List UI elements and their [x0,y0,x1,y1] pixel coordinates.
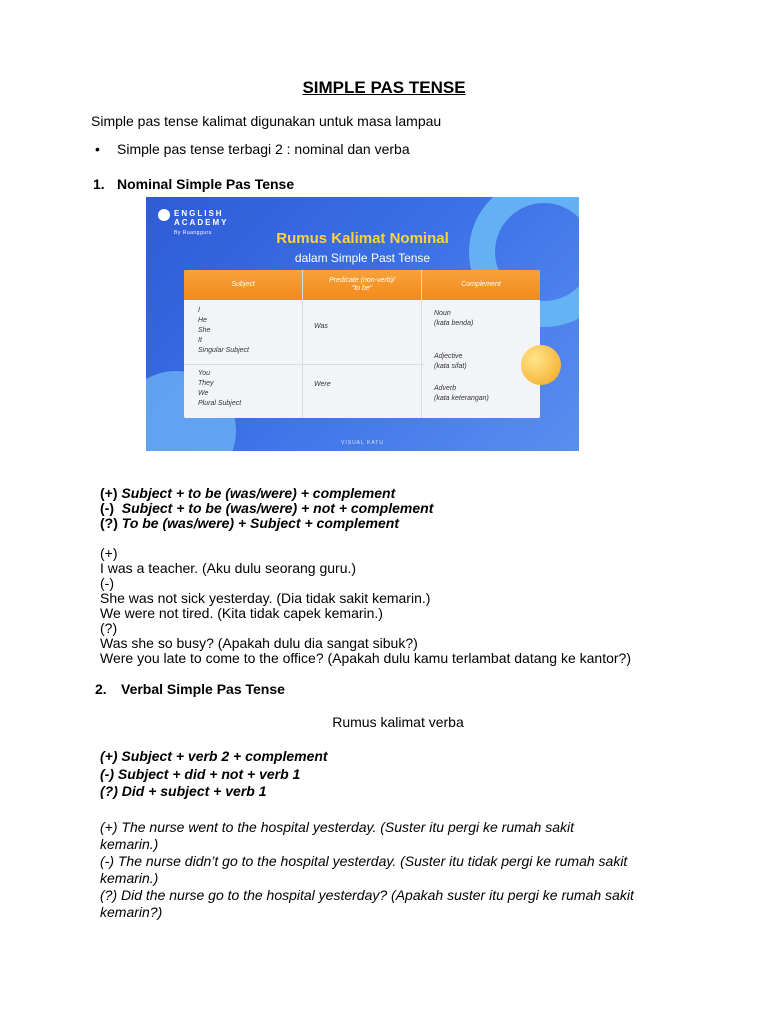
cell-subject-plural: You They We Plural Subject [198,370,242,407]
verbal-example-neg-line1: (-) The nurse didn’t go to the hospital yesterday. (Suster itu tidak pergi ke rumah sakit [100,853,628,869]
intro-text: Simple pas tense kalimat digunakan untuk masa lampau [91,113,442,129]
example-neg-sign: (-) [100,575,114,591]
table-divider [302,270,303,418]
verbal-formula-negative: (-) Subject + did + not + verb 1 [100,766,301,782]
example-q-2: Were you late to come to the office? (Apakah dulu kamu terlambat datang ke kantor?) [100,650,632,666]
example-q-sign: (?) [100,620,118,636]
table-header-complement: Complement [422,270,540,300]
banner-title: Rumus Kalimat Nominal [276,230,449,247]
banner-subtitle: dalam Simple Past Tense [294,251,431,265]
cell-pred-was: Was [314,323,328,330]
logo-mark-icon [158,209,170,221]
example-neg-2: We were not tired. (Kita tidak capek kemarin.) [100,605,383,621]
table-divider [421,270,422,418]
nominal-formula-positive: (+) Subject + to be (was/were) + complement [100,485,396,501]
cell-comp-noun: Noun (kata benda) [434,310,474,327]
verbal-formula-question: (?) Did + subject + verb 1 [100,783,267,799]
table-header-subject: Subject [184,270,302,300]
verbal-center-heading: Rumus kalimat verba [332,714,464,730]
cell-pred-were: Were [314,381,331,388]
section1-number: 1. [93,176,105,192]
bullet-icon: • [95,141,100,157]
cell-comp-adjective: Adjective (kata sifat) [434,353,467,370]
cell-subject-singular: I He She It Singular Subject [198,307,249,354]
verbal-formula-positive: (+) Subject + verb 2 + complement [100,748,328,764]
brand-by: By Ruangguru [174,230,212,236]
verbal-example-q-line2: kemarin?) [100,904,163,920]
table-divider [184,364,424,365]
example-q-1: Was she so busy? (Apakah dulu dia sangat sibuk?) [100,635,418,651]
nominal-formula-banner [146,197,579,451]
section2-number: 2. [95,681,107,697]
page-title: SIMPLE PAS TENSE [302,78,466,97]
verbal-example-pos-line2: kemarin.) [100,836,159,852]
verbal-example-pos-line1: (+) The nurse went to the hospital yesterday. (Suster itu pergi ke rumah sakit [100,819,575,835]
formula-table [184,270,540,418]
example-pos-sign: (+) [100,545,118,561]
verbal-example-neg-line2: kemarin.) [100,870,159,886]
section1-heading: Nominal Simple Pas Tense [117,176,295,192]
table-header-predicate: Predicate (non-verb)/ "to be" [303,270,421,300]
bullet-text: Simple pas tense terbagi 2 : nominal dan verba [117,141,410,157]
decor-ball [521,345,561,385]
nominal-formula-negative: (-) Subject + to be (was/were) + not + complement [100,500,434,516]
verbal-example-q-line1: (?) Did the nurse go to the hospital yesterday? (Apakah suster itu pergi ke rumah sakit [100,887,634,903]
nominal-formula-question: (?) To be (was/were) + Subject + complement [100,515,400,531]
section2-heading: Verbal Simple Pas Tense [121,681,285,697]
cell-comp-adverb: Adverb (kata keterangan) [434,385,489,402]
example-neg-1: She was not sick yesterday. (Dia tidak sakit kemarin.) [100,590,431,606]
brand-line2: ACADEMY [174,218,229,227]
example-pos-1: I was a teacher. (Aku dulu seorang guru.) [100,560,357,576]
banner-footer: VISUAL KATU [341,440,384,446]
brand-line1: ENGLISH [174,209,224,218]
